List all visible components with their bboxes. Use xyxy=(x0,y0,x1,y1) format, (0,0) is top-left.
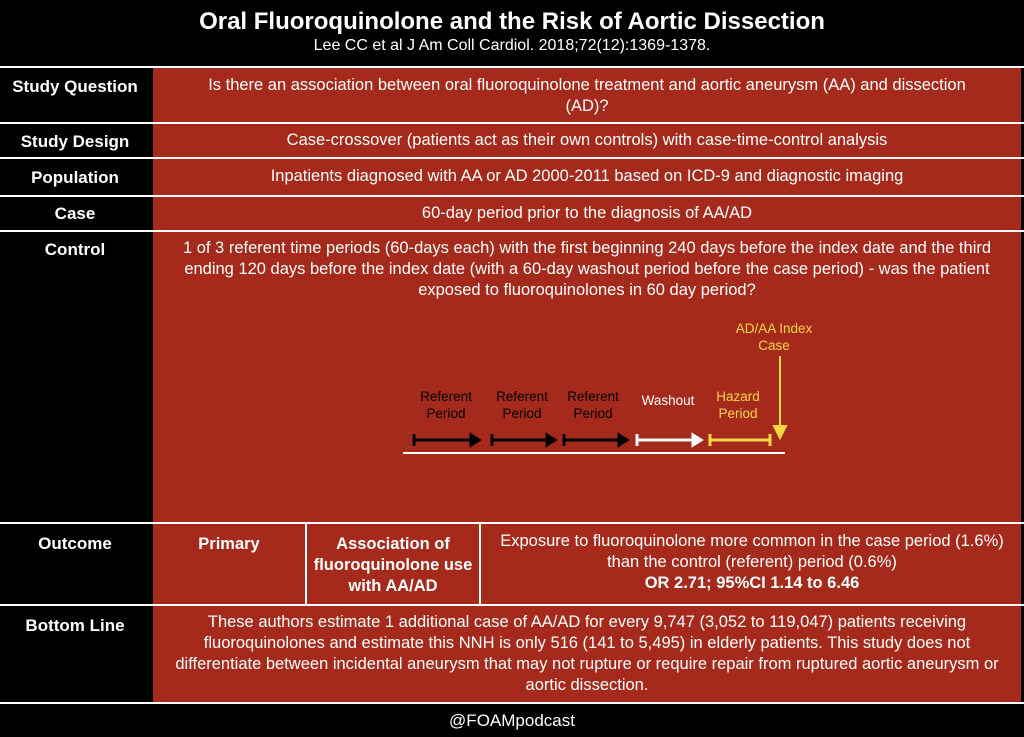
divider xyxy=(305,524,307,604)
row-label: Control xyxy=(44,240,106,259)
row-control xyxy=(0,232,1024,522)
referent-bar-3 xyxy=(564,434,627,446)
row-bottom-line xyxy=(0,606,1024,702)
outcome-result xyxy=(485,531,1019,594)
divider xyxy=(479,524,481,604)
row-population xyxy=(0,159,1024,195)
referent-label-2: Referent Period xyxy=(496,389,548,421)
row-study-design xyxy=(0,124,1024,157)
outcome-result-text: Exposure to fluoroquinolone more common in the case period (1.6%) than the control (referent) period (0.6%) xyxy=(500,532,1004,571)
row-outcome xyxy=(0,524,1024,604)
row-study-question xyxy=(0,68,1024,122)
row-label: Outcome xyxy=(38,534,112,553)
row-content: These authors estimate 1 additional case of AA/AD for every 9,747 (3,052 to 119,047) patients receiving fluoroquinolones and estimate this NNH is only 516 (141 to 5,495) in elderly patients. This study does not differentiate between incidental aneurysm that may not rupture or require repair from ruptured aortic aneurysm or aortic dissection. xyxy=(153,606,1021,702)
outcome-stat: OR 2.71; 95%CI 1.14 to 6.46 xyxy=(644,574,860,592)
row-label: Population xyxy=(31,168,119,187)
row-content: Case-crossover (patients act as their own controls) with case-time-control analysis xyxy=(153,124,1021,157)
row-content: Is there an association between oral fluoroquinolone treatment and aortic aneurysm (AA) and dissection (AD)? xyxy=(153,68,1021,122)
row-case xyxy=(0,197,1024,230)
footer: @FOAMpodcast xyxy=(449,711,575,730)
timeline-diagram xyxy=(153,232,1021,522)
row-content xyxy=(153,232,1021,522)
header xyxy=(0,0,1024,66)
page-title: Oral Fluoroquinolone and the Risk of Aortic Dissection xyxy=(199,8,825,35)
referent-bar-1 xyxy=(414,434,479,446)
referent-label-1: Referent Period xyxy=(420,389,472,421)
outcome-primary: Primary xyxy=(198,535,260,553)
control-text: 1 of 3 referent time periods (60-days each) with the first beginning 240 days before the index date and the third ending 120 days before the index date (with a 60-day washout period before the case period) - was the patient exposed to fluoroquinolones in 60 day period? xyxy=(182,239,992,299)
index-case-label: AD/AA Index Case xyxy=(735,321,813,353)
hazard-bar xyxy=(710,434,770,446)
referent-bar-2 xyxy=(492,434,555,446)
row-label: Case xyxy=(54,204,96,223)
row-content: 60-day period prior to the diagnosis of AA/AD xyxy=(153,197,1021,230)
row-label: Study Design xyxy=(20,132,130,151)
divider xyxy=(0,702,1024,704)
row-content: Inpatients diagnosed with AA or AD 2000-2011 based on ICD-9 and diagnostic imaging xyxy=(153,159,1021,195)
row-label: Bottom Line xyxy=(25,616,125,635)
citation: Lee CC et al J Am Coll Cardiol. 2018;72(12):1369-1378. xyxy=(313,37,711,54)
washout-label: Washout xyxy=(641,393,695,408)
referent-label-3: Referent Period xyxy=(567,389,619,421)
washout-bar xyxy=(637,434,701,446)
hazard-label: Hazard Period xyxy=(716,389,760,421)
row-content xyxy=(153,524,1021,604)
outcome-measure: Association of fluoroquinolone use with AA/AD xyxy=(313,535,473,595)
index-arrow xyxy=(774,356,786,438)
row-label: Study Question xyxy=(12,77,138,96)
